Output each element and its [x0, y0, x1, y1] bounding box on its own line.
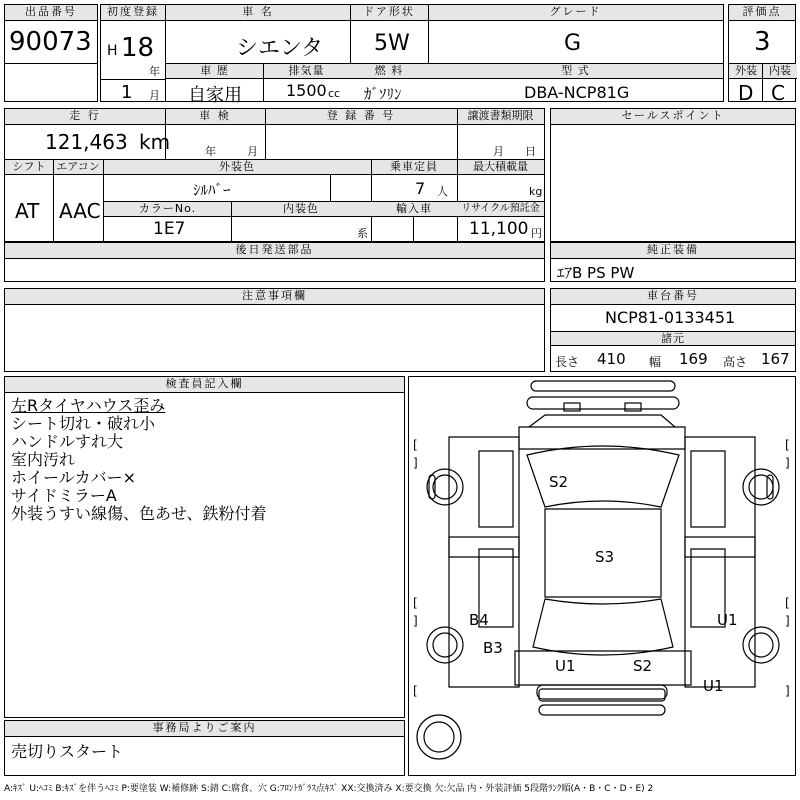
office-box [4, 720, 405, 776]
door-type: 5W [374, 31, 410, 56]
damage-mark: U1 [717, 611, 738, 629]
displacement: 1500 [286, 81, 327, 100]
mileage-box [4, 108, 545, 242]
mileage-unit: km [139, 130, 171, 154]
history-label: 車 歴 [166, 64, 263, 79]
transfer-label: 譲渡書類期限 [457, 109, 544, 125]
inspector-note: サイドミラーA [11, 486, 117, 505]
damage-mark: B4 [469, 611, 489, 629]
grade-label: グレード [428, 5, 723, 21]
later-parts-box [4, 242, 545, 282]
office-message: 売切りスタート [11, 742, 124, 761]
interior-label: 内装 [763, 64, 797, 79]
length: 410 [597, 350, 626, 368]
load-label: 最大積載量 [457, 160, 544, 175]
displacement-label: 排気量 [263, 64, 350, 79]
air-conditioner: AAC [59, 199, 101, 223]
color-no: 1E7 [153, 219, 186, 239]
score-label: 評価点 [729, 5, 795, 21]
mileage-label: 走 行 [5, 109, 165, 125]
lot-label: 出品番号 [5, 5, 97, 21]
exterior-grade: D [738, 81, 754, 105]
history: 自家用 [188, 85, 242, 106]
capacity-unit: 人 [437, 185, 448, 198]
load-unit: kg [529, 185, 543, 198]
lot-box [4, 4, 98, 102]
svg-text:[: [ [413, 438, 418, 452]
grade: G [564, 31, 582, 56]
model-label: 型 式 [428, 64, 723, 79]
office-label: 事務局よりご案内 [5, 721, 404, 737]
recycle-unit: 円 [531, 227, 542, 240]
svg-text:]: ] [785, 456, 790, 470]
damage-mark: S2 [549, 473, 569, 491]
insp-year-unit: 年 [205, 145, 216, 158]
capacity: 7 [415, 179, 426, 198]
reg-month: 1 [121, 82, 133, 103]
svg-text:[: [ [413, 596, 418, 610]
lot-number: 90073 [9, 27, 92, 57]
regno-label: 登 録 番 号 [265, 109, 457, 125]
legend: A:ｷｽﾞ U:ﾍｺﾐ B:ｷｽﾞを伴うﾍｺﾐ P:要塗装 W:補修跡 S:錆 C:腐食、穴 G:ﾌﾛﾝﾄｶﾞﾗｽ点ｷｽﾞ XX:交換済み X:要交換 欠:欠品 内・外装評価 5段階ﾗﾝｸ順(A・B・C・D・E) 2 [4, 784, 654, 794]
inspector-note: ハンドルすれ大 [11, 432, 124, 451]
svg-text:[: [ [413, 684, 418, 698]
car-name: シエンタ [236, 36, 324, 61]
inspector-note: 室内汚れ [11, 450, 76, 469]
era: H [107, 43, 118, 59]
later-parts-label: 後日発送部品 [5, 243, 544, 259]
damage-mark: B3 [483, 639, 503, 657]
chassis-label: 車台番号 [551, 289, 795, 305]
transfer-month-unit: 月 [493, 145, 504, 158]
transfer-day-unit: 日 [525, 145, 536, 158]
svg-text:[: [ [785, 438, 790, 452]
svg-text:]: ] [785, 614, 790, 628]
inspector-note: 左Rタイヤハウス歪み [11, 396, 166, 415]
damage-mark: S2 [633, 657, 653, 675]
year-unit: 年 [149, 65, 160, 78]
svg-text:]: ] [413, 456, 418, 470]
car-diagram-box [408, 376, 796, 776]
inspector-note: シート切れ・破れ小 [11, 414, 156, 433]
caution-label: 注意事項欄 [5, 289, 544, 305]
spec-label: 諸元 [551, 331, 795, 346]
shift: AT [15, 199, 40, 223]
recycle-fee: 11,100 [469, 219, 529, 239]
ext-color: ｼﾙﾊﾞｰ [193, 181, 231, 199]
month-unit: 月 [149, 89, 160, 102]
main-spec-box [165, 4, 724, 106]
ext-color-label: 外装色 [103, 160, 371, 175]
model-code: DBA-NCP81G [524, 83, 630, 102]
chassis-box [550, 288, 796, 372]
score: 3 [754, 27, 771, 57]
door-label: ドア形状 [350, 5, 428, 21]
fuel-label: 燃 料 [350, 64, 428, 79]
first-registration-box [100, 4, 166, 102]
width: 169 [679, 350, 708, 368]
int-color-label: 内装色 [231, 202, 371, 217]
fuel: ｶﾞｿﾘﾝ [364, 85, 402, 103]
damage-mark: U1 [703, 677, 724, 695]
genuine-equipment: ｴｱB PS PW [557, 264, 635, 282]
exterior-label: 外装 [729, 64, 763, 79]
height: 167 [761, 350, 790, 368]
first-reg-label: 初度登録 [101, 5, 165, 21]
genuine-label: 純正装備 [551, 243, 795, 259]
capacity-label: 乗車定員 [371, 160, 457, 175]
svg-text:[: [ [785, 596, 790, 610]
inspector-note: 外装うすい線傷、色あせ、鉄粉付着 [11, 504, 267, 523]
width-label: 幅 [649, 355, 662, 369]
svg-text:]: ] [785, 684, 790, 698]
sales-point-box [550, 108, 796, 242]
import-label: 輸入車 [371, 202, 457, 217]
damage-mark: S3 [595, 548, 615, 566]
insp-month-unit: 月 [247, 145, 258, 158]
interior-grade: C [771, 81, 785, 105]
car-name-label: 車 名 [166, 5, 350, 21]
shift-label: シフト [5, 160, 53, 175]
recycle-label: リサイクル預託金 [457, 202, 544, 217]
caution-box [4, 288, 545, 372]
inspection-label: 車 検 [165, 109, 265, 125]
inspector-box [4, 376, 405, 718]
displacement-unit: cc [328, 87, 341, 100]
reg-year: 18 [121, 33, 155, 63]
genuine-equipment-box [550, 242, 796, 282]
car-diagram [409, 377, 795, 775]
sales-point-label: セールスポイント [551, 109, 795, 125]
color-no-label: カラーNo. [104, 202, 231, 217]
inspector-label: 検査員記入欄 [5, 377, 404, 393]
length-label: 長さ [555, 355, 580, 369]
svg-text:]: ] [413, 614, 418, 628]
damage-mark: U1 [555, 657, 576, 675]
ac-label: エアコン [53, 160, 103, 175]
score-box [728, 4, 796, 105]
inspector-note: ホイールカバー× [11, 468, 137, 487]
int-color-unit: 系 [357, 227, 368, 240]
height-label: 高さ [723, 355, 748, 369]
mileage: 121,463 [45, 130, 128, 154]
chassis-number: NCP81-0133451 [605, 308, 736, 327]
